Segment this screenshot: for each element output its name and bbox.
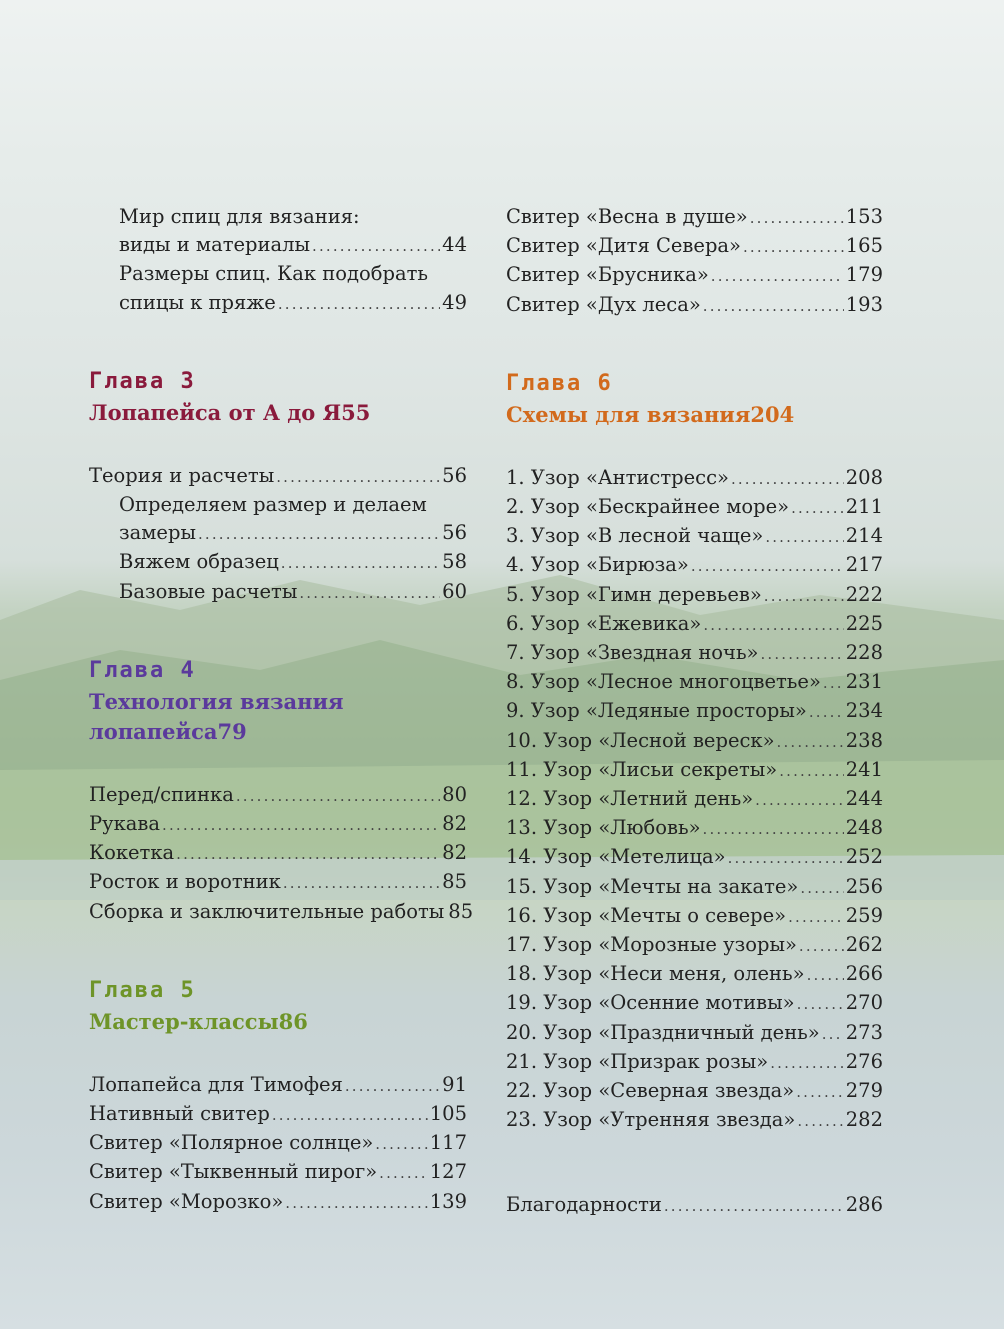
toc-item[interactable]: Теория и расчеты . . . 56 <box>89 462 467 491</box>
toc-item[interactable]: Вяжем образец . . . 58 <box>89 548 467 577</box>
toc-item[interactable]: Рукава . . . 82 <box>89 810 467 839</box>
toc-item[interactable]: 10. Узор «Лесной вереск» . . . 238 <box>506 727 883 756</box>
toc-item[interactable]: Свитер «Морозко» . . . 139 <box>89 1188 467 1217</box>
chapter-4-title[interactable]: лопапейса 79 <box>89 718 247 744</box>
toc-item[interactable]: Свитер «Дух леса» . . . 193 <box>506 291 883 320</box>
toc-item[interactable]: 8. Узор «Лесное многоцветье» . . . 231 <box>506 668 883 697</box>
chapter-6-title[interactable]: Схемы для вязания 204 <box>506 401 795 427</box>
toc-item[interactable]: Сборка и заключительные работы 85 <box>89 899 474 923</box>
toc-item[interactable]: 20. Узор «Праздничный день» . . . 273 <box>506 1019 883 1048</box>
toc-item[interactable]: 2. Узор «Бескрайнее море» . . . 211 <box>506 493 883 522</box>
chapter-6-label: Глава 6 <box>506 370 613 396</box>
chapter-6-items <box>506 464 883 1136</box>
toc-left-column <box>89 203 474 1217</box>
toc-item[interactable]: Мир спиц для вязания: <box>119 205 360 228</box>
toc-item[interactable]: 12. Узор «Летний день» . . . 244 <box>506 785 883 814</box>
chapter-3-label: Глава 3 <box>89 368 196 394</box>
toc-item[interactable]: 7. Узор «Звездная ночь» . . . 228 <box>506 639 883 668</box>
toc-item[interactable]: 18. Узор «Неси меня, олень» . . . 266 <box>506 960 883 989</box>
toc-item-thanks[interactable]: Благодарности . . . 286 <box>506 1191 883 1220</box>
toc-item[interactable]: 1. Узор «Антистресс» . . . 208 <box>506 464 883 493</box>
toc-item[interactable]: 16. Узор «Мечты о севере» . . . 259 <box>506 902 883 931</box>
toc-item[interactable]: 3. Узор «В лесной чаще» . . . 214 <box>506 522 883 551</box>
toc-item[interactable]: 6. Узор «Ежевика» . . . 225 <box>506 610 883 639</box>
toc-item[interactable]: 5. Узор «Гимн деревьев» . . . 222 <box>506 581 883 610</box>
toc-item[interactable]: 22. Узор «Северная звезда» . . . 279 <box>506 1077 883 1106</box>
toc-item[interactable]: 9. Узор «Ледяные просторы» . . . 234 <box>506 697 883 726</box>
toc-item[interactable]: Свитер «Весна в душе» . . . 153 <box>506 203 883 232</box>
toc-item[interactable]: виды и материалы . . . 44 <box>89 231 467 260</box>
chapter-3-title[interactable]: Лопапейса от А до Я 55 <box>89 399 371 425</box>
chapter-4-title-line1[interactable]: Технология вязания <box>89 688 344 714</box>
toc-item[interactable]: 21. Узор «Призрак розы» . . . 276 <box>506 1048 883 1077</box>
toc-item[interactable]: Кокетка . . . 82 <box>89 839 467 868</box>
toc-item[interactable]: Определяем размер и делаем <box>119 493 427 517</box>
toc-item[interactable]: Лопапейса для Тимофея . . . 91 <box>89 1071 467 1100</box>
chapter-4-label: Глава 4 <box>89 657 196 683</box>
toc-item[interactable]: Размеры спиц. Как подобрать <box>119 262 428 286</box>
toc-item[interactable]: Нативный свитер . . . 105 <box>89 1100 467 1129</box>
toc-item[interactable]: Свитер «Полярное солнце» . . . 117 <box>89 1129 467 1158</box>
toc-item[interactable]: Свитер «Тыквенный пирог» . . . 127 <box>89 1158 467 1187</box>
toc-item[interactable]: Базовые расчеты . . . 60 <box>89 578 467 607</box>
toc-item[interactable]: Свитер «Брусника» . . . 179 <box>506 261 883 290</box>
toc-item[interactable]: Росток и воротник . . . 85 <box>89 868 467 897</box>
toc-item[interactable]: Свитер «Дитя Севера» . . . 165 <box>506 232 883 261</box>
toc-item[interactable]: 4. Узор «Бирюза» . . . 217 <box>506 551 883 580</box>
toc-item[interactable]: 13. Узор «Любовь» . . . 248 <box>506 814 883 843</box>
toc-item[interactable]: замеры . . . 56 <box>89 519 467 548</box>
toc-item[interactable]: 11. Узор «Лисьи секреты» . . . 241 <box>506 756 883 785</box>
chapter-5-title[interactable]: Мастер-классы 86 <box>89 1008 308 1034</box>
chapter-5-label: Глава 5 <box>89 977 196 1003</box>
toc-right-column <box>506 203 883 1221</box>
toc-item[interactable]: 19. Узор «Осенние мотивы» . . . 270 <box>506 989 883 1018</box>
toc-item[interactable]: 15. Узор «Мечты на закате» . . . 256 <box>506 873 883 902</box>
toc-item[interactable]: 23. Узор «Утренняя звезда» . . . 282 <box>506 1106 883 1135</box>
toc-item[interactable]: 14. Узор «Метелица» . . . 252 <box>506 843 883 872</box>
toc-item[interactable]: 17. Узор «Морозные узоры» . . . 262 <box>506 931 883 960</box>
toc-item[interactable]: Перед/спинка . . . 80 <box>89 781 467 810</box>
toc-item[interactable]: спицы к пряже . . . 49 <box>89 289 467 318</box>
